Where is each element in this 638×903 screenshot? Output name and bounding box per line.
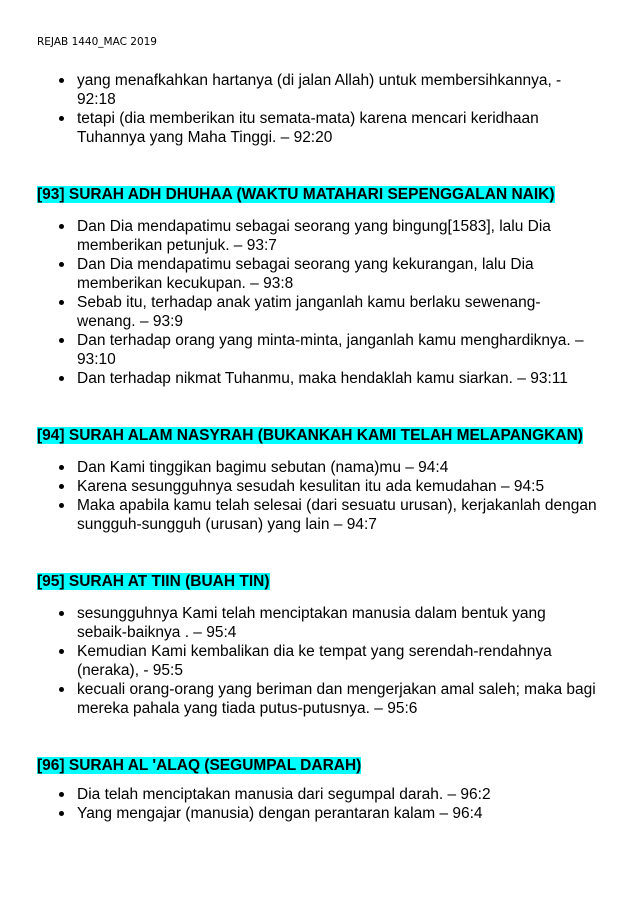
list-item [37, 217, 597, 255]
list-item [37, 255, 597, 293]
list-item-text: Dan terhadap nikmat Tuhanmu, maka hendaklah kamu siarkan. – 93:11 [77, 370, 568, 387]
list-item-text: Yang mengajar (manusia) dengan perantaran kalam – 96:4 [77, 805, 483, 822]
list-item-text: Dan Dia mendapatimu sebagai seorang yang kekurangan, lalu Dia memberikan kecukupan. – 93:8 [77, 256, 534, 292]
list-item [37, 642, 597, 680]
section-heading: [96] SURAH AL 'ALAQ (SEGUMPAL DARAH) [37, 757, 362, 774]
list-item [37, 458, 597, 477]
section-94 [37, 426, 597, 445]
list-item [37, 71, 597, 109]
section-96-list [37, 785, 597, 823]
list-item-text: yang menafkahkan hartanya (di jalan Allah) untuk membersihkannya, - 92:18 [77, 72, 562, 108]
section-93-list [37, 217, 597, 388]
list-item [37, 785, 597, 804]
bullet-icon [59, 224, 64, 229]
bullet-icon [59, 503, 64, 508]
list-item-text: kecuali orang-orang yang beriman dan mengerjakan amal saleh; maka bagi mereka pahala yang tiada putus-putusnya. – 95:6 [77, 681, 596, 717]
section-94-list [37, 458, 597, 534]
list-item [37, 804, 597, 823]
list-item-text: Dan Dia mendapatimu sebagai seorang yang bingung[1583], lalu Dia memberikan petunjuk. – 93:7 [77, 218, 551, 254]
list-item-text: tetapi (dia memberikan itu semata-mata) karena mencari keridhaan Tuhannya yang Maha Tinggi. – 92:20 [77, 110, 539, 146]
intro-list [37, 71, 597, 147]
bullet-icon [59, 78, 64, 83]
section-heading: [94] SURAH ALAM NASYRAH (BUKANKAH KAMI TELAH MELAPANGKAN) [37, 427, 583, 444]
list-item [37, 680, 597, 718]
section-96 [37, 756, 597, 775]
section-heading: [95] SURAH AT TIIN (BUAH TIN) [37, 573, 270, 590]
bullet-icon [59, 687, 64, 692]
list-item-text: Sebab itu, terhadap anak yatim janganlah kamu berlaku sewenang-wenang. – 93:9 [77, 294, 541, 330]
bullet-icon [59, 484, 64, 489]
bullet-icon [59, 116, 64, 121]
bullet-icon [59, 811, 64, 816]
section-93 [37, 185, 597, 204]
section-95-list [37, 604, 597, 718]
bullet-icon [59, 338, 64, 343]
list-item [37, 109, 597, 147]
section-95 [37, 572, 597, 591]
list-item-text: Karena sesungguhnya sesudah kesulitan itu ada kemudahan – 94:5 [77, 478, 545, 495]
list-item-text: Kemudian Kami kembalikan dia ke tempat yang serendah-rendahnya (neraka), - 95:5 [77, 643, 552, 679]
list-item [37, 604, 597, 642]
list-item-text: Dan terhadap orang yang minta-minta, janganlah kamu menghardiknya. – 93:10 [77, 332, 584, 368]
bullet-icon [59, 611, 64, 616]
bullet-icon [59, 792, 64, 797]
bullet-icon [59, 376, 64, 381]
bullet-icon [59, 300, 64, 305]
list-item [37, 477, 597, 496]
list-item [37, 293, 597, 331]
list-item [37, 369, 597, 388]
page-header: REJAB 1440_MAC 2019 [37, 36, 157, 48]
bullet-icon [59, 465, 64, 470]
bullet-icon [59, 649, 64, 654]
list-item [37, 496, 597, 534]
bullet-icon [59, 262, 64, 267]
list-item [37, 331, 597, 369]
list-item-text: Maka apabila kamu telah selesai (dari sesuatu urusan), kerjakanlah dengan sungguh-sungguh (urusan) yang lain – 94:7 [77, 497, 597, 533]
document-body [37, 71, 597, 823]
list-item-text: sesungguhnya Kami telah menciptakan manusia dalam bentuk yang sebaik-baiknya . – 95:4 [77, 605, 546, 641]
list-item-text: Dia telah menciptakan manusia dari segumpal darah. – 96:2 [77, 786, 491, 803]
section-heading: [93] SURAH ADH DHUHAA (WAKTU MATAHARI SEPENGGALAN NAIK) [37, 186, 555, 203]
list-item-text: Dan Kami tinggikan bagimu sebutan (nama)mu – 94:4 [77, 459, 449, 476]
